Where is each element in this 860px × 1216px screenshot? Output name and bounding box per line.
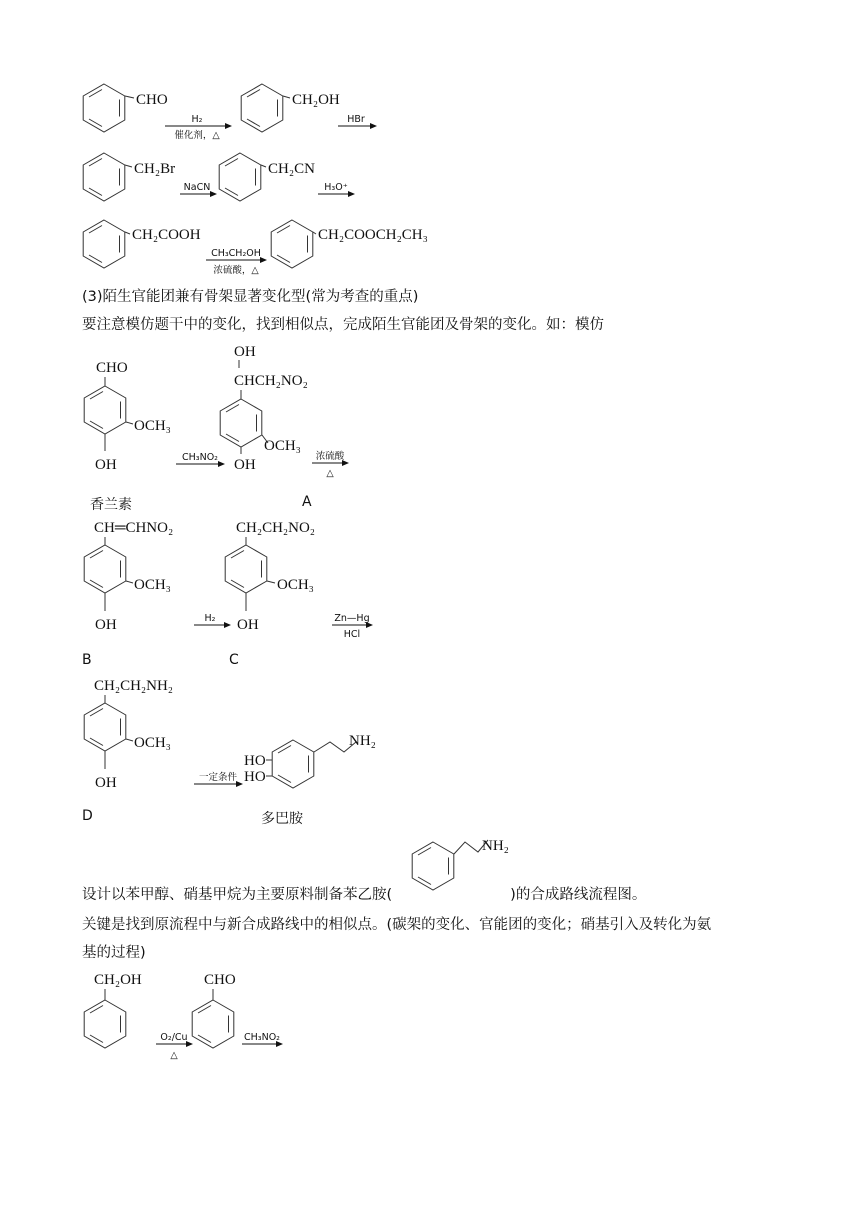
compound-C-structure [225, 520, 315, 633]
ch2cooh-group: CH₂COOH [132, 227, 201, 243]
scheme1-ethyl-ester [271, 220, 428, 268]
C-methoxy: OCH₃ [277, 577, 314, 593]
label-compound-B: B [82, 652, 92, 668]
dopamine-structure [244, 733, 376, 788]
arrow5-condition: 浓硫酸，△ [213, 265, 259, 276]
benzene-ring-icon [219, 153, 261, 201]
scheme1-benzyl-cyanide [219, 153, 315, 201]
dopamine-nh2: NH₂ [349, 733, 376, 749]
D-methoxy: OCH₃ [134, 735, 171, 751]
reaction-arrow-a [176, 452, 224, 464]
benzene-ring-icon [241, 84, 283, 132]
B-side-chain: CH═CHNO₂ [94, 520, 174, 536]
key-line-1: 关键是找到原流程中与新合成路线中的相似点。(碳架的变化、官能团的变化；硝基引入及转化为氨 [82, 917, 712, 933]
section-heading: (3)陌生官能团兼有骨架显著变化型(常为考查的重点) [82, 289, 419, 305]
arrow5-reagent: CH₃CH₂OH [211, 248, 261, 259]
scheme1-benzyl-alcohol [241, 84, 340, 132]
ester-group: CH₂COOCH₂CH₃ [318, 227, 428, 243]
benzene-ring-icon [84, 386, 126, 434]
label-compound-A: A [302, 494, 312, 510]
intro-paragraph: 要注意模仿题干中的变化，找到相似点，完成陌生官能团及骨架的变化。如：模仿 [82, 317, 604, 333]
vanillin-structure [84, 360, 171, 473]
label-compound-D: D [82, 808, 93, 824]
ch2cn-group: CH₂CN [268, 161, 315, 177]
scheme3-arrow2-reagent: CH₃NO₂ [244, 1032, 280, 1043]
scheme3-arrow-2 [242, 1032, 282, 1044]
benzene-ring-icon [220, 399, 262, 447]
D-side-chain: CH₂CH₂NH₂ [94, 678, 174, 694]
label-vanillin: 香兰素 [90, 497, 132, 513]
reaction-arrow-1 [165, 114, 231, 141]
A-hydroxy: OH [234, 344, 256, 360]
label-compound-C: C [229, 652, 239, 668]
label-dopamine: 多巴胺 [261, 811, 303, 827]
arrow1-condition: 催化剂，△ [174, 130, 220, 141]
benzene-ring-icon [83, 220, 125, 268]
ch2br-group: CH₂Br [134, 161, 176, 177]
benzene-ring-icon [84, 545, 126, 593]
dopamine-ho-1: HO [244, 753, 266, 769]
benzene-ring-icon [225, 545, 267, 593]
arrow-d-condition: HCl [343, 629, 361, 640]
D-hydroxy: OH [95, 775, 117, 791]
benzene-ring-icon [271, 220, 313, 268]
cho-group: CHO [136, 92, 168, 108]
vanillin-methoxy: OCH₃ [134, 418, 171, 434]
benzene-ring-icon [412, 842, 454, 890]
benzene-ring-icon [272, 740, 314, 788]
scheme1-benzaldehyde [83, 84, 168, 132]
reaction-arrow-b [312, 450, 348, 479]
scheme3-arrow-1 [156, 1032, 192, 1061]
C-side-chain: CH₂CH₂NO₂ [236, 520, 316, 536]
dopamine-ho-2: HO [244, 769, 266, 785]
benzene-ring-icon [192, 1000, 234, 1048]
arrow3-reagent: NaCN [183, 182, 211, 193]
phenethylamine-structure [412, 838, 509, 890]
design-prefix: 设计以苯甲醇、硝基甲烷为主要原料制备苯乙胺( [82, 887, 393, 903]
reaction-arrow-e [194, 771, 242, 784]
arrow2-reagent: HBr [347, 114, 365, 125]
reaction-arrow-4 [318, 182, 354, 194]
intermediate-cho: CHO [204, 972, 236, 988]
reaction-arrow-d [332, 613, 372, 640]
B-methoxy: OCH₃ [134, 577, 171, 593]
reaction-arrow-c [194, 613, 230, 625]
benzene-ring-icon [84, 703, 126, 751]
arrow-b-condition: △ [326, 468, 334, 479]
arrow-a-reagent: CH₃NO₂ [182, 452, 218, 463]
B-hydroxy: OH [95, 617, 117, 633]
compound-A-structure [220, 344, 308, 473]
benzene-ring-icon [83, 153, 125, 201]
reaction-arrow-3 [180, 182, 216, 194]
C-hydroxy: OH [237, 617, 259, 633]
arrow-d-reagent: Zn—Hg [334, 613, 370, 624]
benzyl-alcohol-start [84, 972, 142, 1048]
benzene-ring-icon [84, 1000, 126, 1048]
scheme1-phenylacetic-acid [83, 220, 201, 268]
reaction-arrow-5 [206, 248, 266, 276]
scheme3-arrow1-condition: △ [170, 1050, 178, 1061]
A-side-chain: CHCH₂NO₂ [234, 373, 308, 389]
compound-D-structure [84, 678, 173, 791]
key-line-2: 基的过程) [82, 945, 146, 961]
ch2oh-group: CH₂OH [292, 92, 340, 108]
vanillin-hydroxy: OH [95, 457, 117, 473]
compound-B-structure [84, 520, 173, 633]
A-methoxy: OCH₃ [264, 438, 301, 454]
benzaldehyde-intermediate [192, 972, 236, 1048]
design-question [82, 885, 646, 905]
A-phenol-hydroxy: OH [234, 457, 256, 473]
arrow4-reagent: H₃O⁺ [324, 182, 348, 193]
scheme3-arrow1-reagent: O₂/Cu [160, 1032, 188, 1043]
vanillin-cho: CHO [96, 360, 128, 376]
arrow-e-reagent: 一定条件 [198, 772, 238, 783]
arrow-c-reagent: H₂ [204, 613, 216, 624]
scheme1-benzyl-bromide [83, 153, 175, 201]
benzene-ring-icon [83, 84, 125, 132]
design-suffix: )的合成路线流程图。 [510, 887, 647, 903]
arrow1-reagent: H₂ [191, 114, 203, 125]
start-ch2oh: CH₂OH [94, 972, 142, 988]
phenethylamine-nh2: NH₂ [482, 838, 509, 854]
arrow-b-reagent: 浓硫酸 [315, 451, 345, 462]
reaction-arrow-2 [338, 114, 376, 126]
